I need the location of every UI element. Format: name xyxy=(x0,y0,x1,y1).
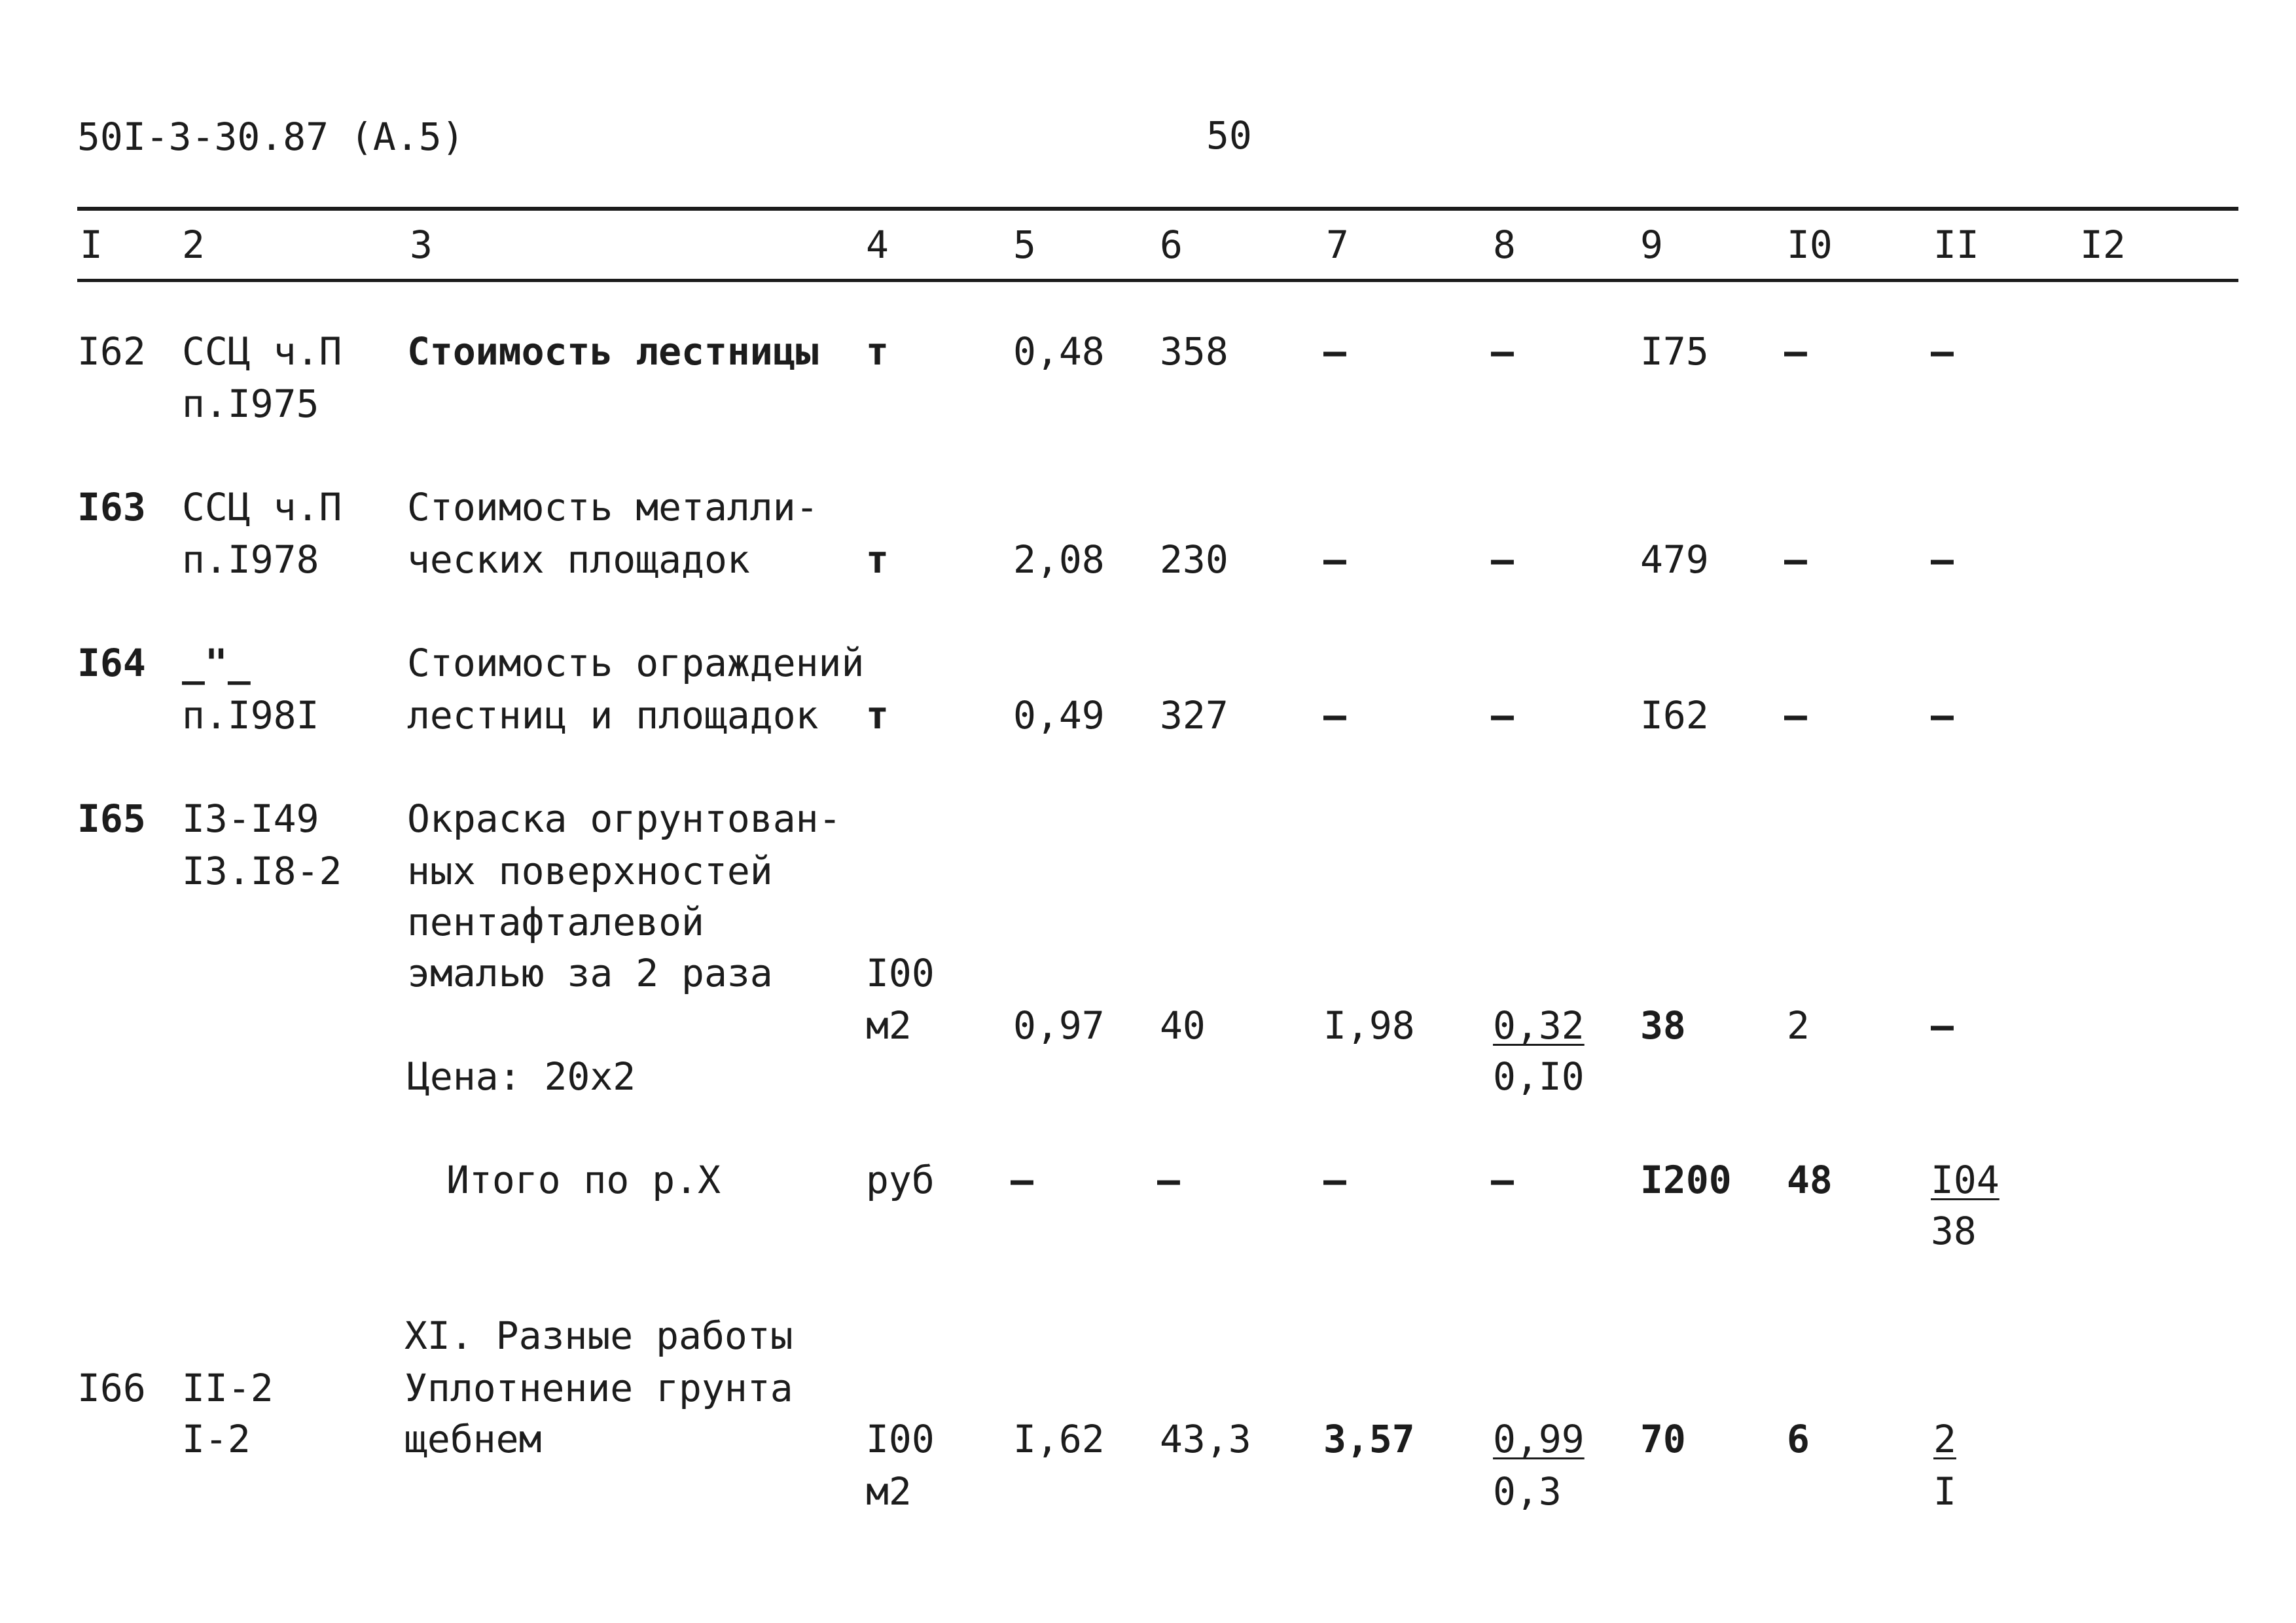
work-description: Стоимость металли- xyxy=(407,485,819,529)
quantity: I,62 xyxy=(1013,1417,1105,1461)
quantity: 2,08 xyxy=(1013,537,1105,582)
cell-col7: – xyxy=(1323,329,1346,374)
work-description: пентафталевой xyxy=(407,900,704,944)
column-header: 9 xyxy=(1640,223,1663,267)
cell-col8-numerator: 0,32 xyxy=(1493,1003,1585,1048)
unit-price: – xyxy=(1157,1158,1180,1202)
total-label: Итого по р.Х xyxy=(446,1158,721,1202)
row-number: I63 xyxy=(77,485,146,529)
cell-col11: – xyxy=(1931,329,1954,374)
cell-col8: – xyxy=(1491,329,1514,374)
cell-col9: I75 xyxy=(1640,329,1709,374)
column-header: I xyxy=(80,223,103,267)
work-description: Стоимость лестницы xyxy=(407,329,819,374)
cell-col9: 479 xyxy=(1640,537,1709,582)
reference-code: ССЦ ч.П xyxy=(182,485,342,529)
unit: т xyxy=(866,693,889,738)
cell-col10: – xyxy=(1784,693,1807,738)
unit-price: 230 xyxy=(1160,537,1229,582)
work-description: ных поверхностей xyxy=(407,849,773,893)
column-header: 3 xyxy=(410,223,433,267)
cell-col10: – xyxy=(1784,329,1807,374)
cell-col8-denominator: 0,3 xyxy=(1493,1469,1562,1514)
cell-col10: – xyxy=(1784,537,1807,582)
reference-code: I3.I8-2 xyxy=(182,849,342,893)
work-description: Окраска огрунтован- xyxy=(407,796,842,841)
cell-col11: – xyxy=(1931,537,1954,582)
row-number: I66 xyxy=(77,1366,146,1410)
price-note: Цена: 20х2 xyxy=(407,1054,636,1099)
document-code: 50I-3-30.87 xyxy=(77,115,329,159)
cell-col8: – xyxy=(1491,1158,1514,1202)
reference-code: п.I975 xyxy=(182,382,319,426)
reference-code: _"_ xyxy=(182,641,251,685)
reference-code: I-2 xyxy=(182,1417,251,1461)
cell-col11-numerator: 2 xyxy=(1933,1417,1956,1461)
cell-col9: I200 xyxy=(1640,1158,1732,1202)
unit: м2 xyxy=(866,1003,912,1048)
column-header: 4 xyxy=(866,223,889,267)
unit-price: 358 xyxy=(1160,329,1229,374)
work-description: ческих площадок xyxy=(407,537,750,582)
cell-col9: 38 xyxy=(1640,1003,1686,1048)
cell-col8: – xyxy=(1491,537,1514,582)
column-header: I2 xyxy=(2080,223,2126,267)
cell-col8: – xyxy=(1491,693,1514,738)
cell-col10: 6 xyxy=(1787,1417,1810,1461)
column-header: II xyxy=(1933,223,1979,267)
section-heading: XI. Разные работы xyxy=(404,1313,793,1358)
cell-col11: – xyxy=(1931,1003,1954,1048)
work-description: лестниц и площадок xyxy=(407,693,819,738)
table-header-rule xyxy=(77,279,2238,282)
row-number: I64 xyxy=(77,641,146,685)
cell-col11-denominator: I xyxy=(1933,1469,1956,1514)
column-header: 2 xyxy=(182,223,205,267)
column-header: I0 xyxy=(1787,223,1833,267)
unit: I00 xyxy=(866,951,935,995)
reference-code: п.I978 xyxy=(182,537,319,582)
cell-col9: 70 xyxy=(1640,1417,1686,1461)
quantity: – xyxy=(1011,1158,1033,1202)
cell-col7: – xyxy=(1323,537,1346,582)
unit-price: 327 xyxy=(1160,693,1229,738)
cell-col11: – xyxy=(1931,693,1954,738)
column-header: 7 xyxy=(1326,223,1349,267)
quantity: 0,49 xyxy=(1013,693,1105,738)
quantity: 0,97 xyxy=(1013,1003,1105,1048)
table-top-rule xyxy=(77,207,2238,211)
work-description: Стоимость ограждений xyxy=(407,641,865,685)
unit: т xyxy=(866,537,889,582)
reference-code: I3-I49 xyxy=(182,796,319,841)
unit: I00 xyxy=(866,1417,935,1461)
cell-col11-numerator: I04 xyxy=(1931,1158,2000,1202)
row-number: I62 xyxy=(77,329,146,374)
reference-code: п.I98I xyxy=(182,693,319,738)
album-reference: (А.5) xyxy=(350,115,465,159)
unit: т xyxy=(866,329,889,374)
cell-col10: 2 xyxy=(1787,1003,1810,1048)
unit: м2 xyxy=(866,1469,912,1514)
cell-col7: I,98 xyxy=(1323,1003,1415,1048)
quantity: 0,48 xyxy=(1013,329,1105,374)
row-number: I65 xyxy=(77,796,146,841)
cell-col7: – xyxy=(1323,1158,1346,1202)
cell-col8-denominator: 0,I0 xyxy=(1493,1054,1585,1099)
unit-price: 43,3 xyxy=(1160,1417,1251,1461)
cell-col8-numerator: 0,99 xyxy=(1493,1417,1585,1461)
cell-col7: – xyxy=(1323,693,1346,738)
work-description: щебнем xyxy=(404,1417,542,1461)
work-description: эмалью за 2 раза xyxy=(407,951,773,995)
column-header: 8 xyxy=(1493,223,1516,267)
cell-col11-denominator: 38 xyxy=(1931,1209,1977,1253)
cell-col7: 3,57 xyxy=(1323,1417,1415,1461)
column-header: 6 xyxy=(1160,223,1183,267)
reference-code: ССЦ ч.П xyxy=(182,329,342,374)
unit: руб xyxy=(866,1158,935,1202)
cell-col9: I62 xyxy=(1640,693,1709,738)
work-description: Уплотнение грунта xyxy=(404,1366,793,1410)
reference-code: II-2 xyxy=(182,1366,274,1410)
column-header: 5 xyxy=(1013,223,1036,267)
page-number: 50 xyxy=(1206,113,1252,158)
unit-price: 40 xyxy=(1160,1003,1206,1048)
cell-col10: 48 xyxy=(1787,1158,1833,1202)
